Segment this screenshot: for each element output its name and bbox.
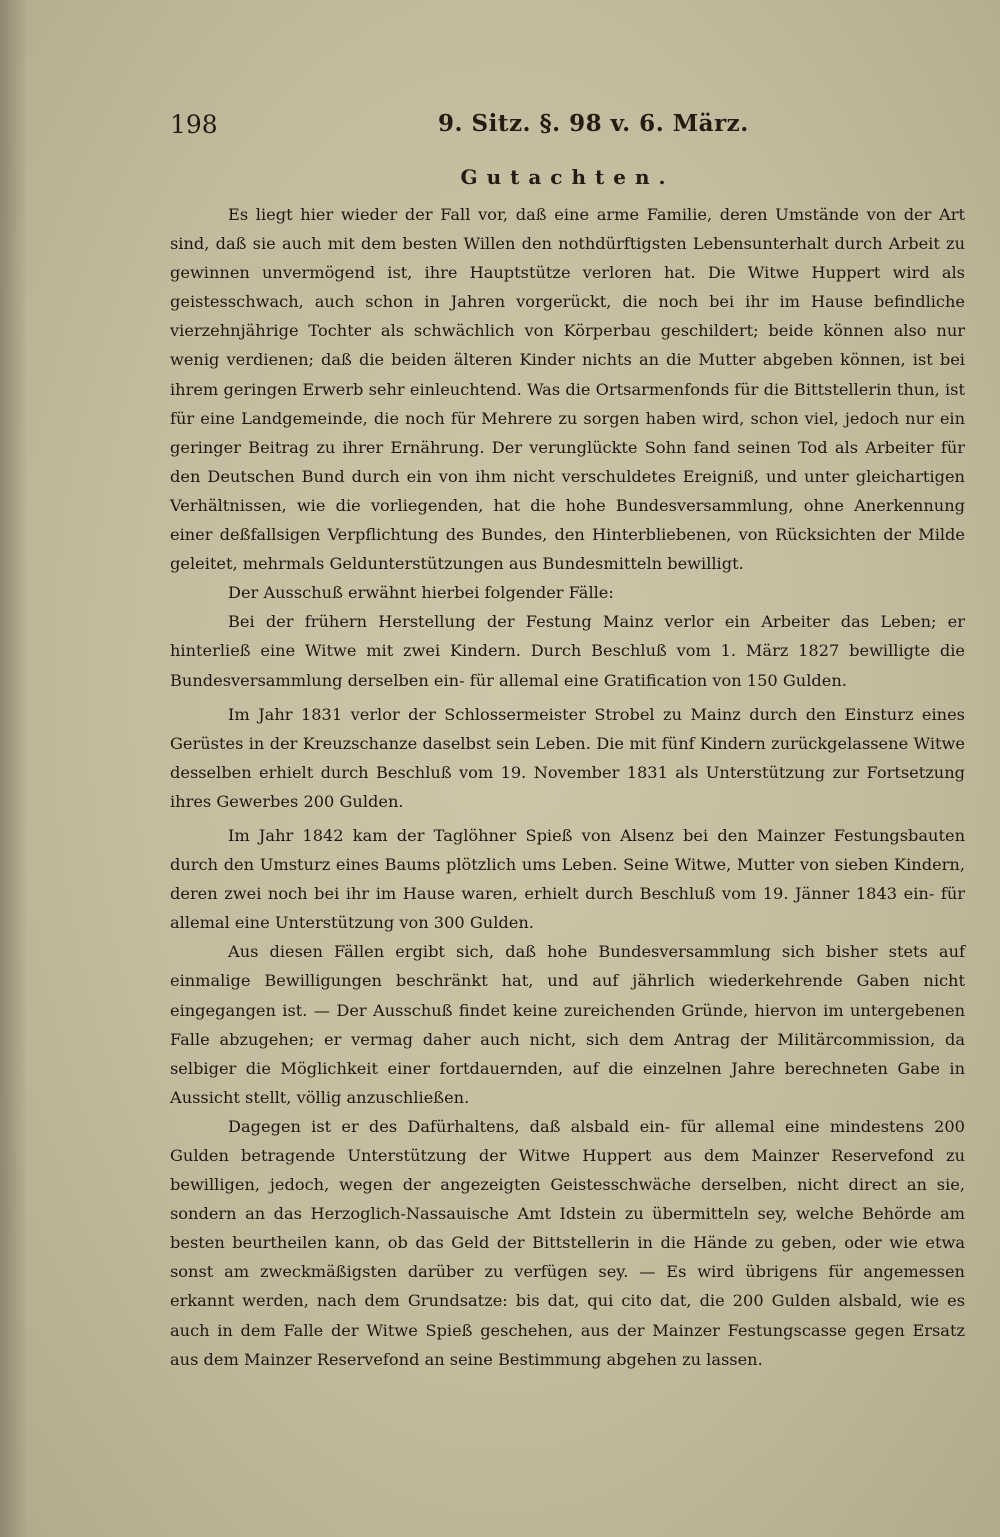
running-head-title: 9. Sitz. §. 98 v. 6. März. [438,110,749,137]
page-number: 198 [170,110,218,139]
paragraph: Aus diesen Fällen ergibt sich, daß hohe Bundesversammlung sich bisher stets auf einmalige Bewilligungen beschränkt hat, und auf jährlich wiederkehrende Gaben nicht eingegangen ist. — Der Ausschuß findet keine zureichenden Gründe, hiervon im untergebenen Falle abzugehen; er vermag daher auch nicht, sich dem Antrag der Militärcommission, da selbiger die Möglichkeit einer fortdauernden, auf die einzelnen Jahre berechneten Gabe in Aussicht stellt, völlig anzuschließen. [170,942,965,1107]
paragraph: Der Ausschuß erwähnt hierbei folgender Fälle: [228,583,614,603]
paragraph: Im Jahr 1842 kam der Taglöhner Spieß von Alsenz bei den Mainzer Festungsbauten durch den Umsturz eines Baums plötzlich ums Leben. Seine Witwe, Mutter von sieben Kindern, deren zwei noch bei ihr im Hause waren, erhielt durch Beschluß vom 19. Jänner 1843 ein- für allemal eine Unterstützung von 300 Gulden. [170,825,965,933]
body-text [170,200,965,1374]
section-title: Gutachten. [460,165,675,189]
paragraph: Es liegt hier wieder der Fall vor, daß eine arme Familie, deren Umstände von der Art sind, daß sie auch mit dem besten Willen den nothdürftigsten Lebensunterhalt durch Arbeit zu gewinnen unvermögend ist, ihre Hauptstütze verloren hat. Die Witwe Huppert wird als geistesschwach, auch schon in Jahren vorgerückt, die noch bei ihr im Hause befindliche vierzehnjährige Tochter als schwächlich von Körperbau geschildert; beide können also nur wenig verdienen; daß die beiden älteren Kinder nichts an die Mutter abgeben können, ist bei ihrem geringen Erwerb sehr einleuchtend. Was die Ortsarmenfonds für die Bittstellerin thun, ist für eine Landgemeinde, die noch für Mehrere zu sorgen haben wird, schon viel, jedoch nur ein geringer Beitrag zu ihrer Ernährung. Der verunglückte Sohn fand seinen Tod als Arbeiter für den Deutschen Bund durch ein von ihm nicht verschuldetes Ereigniß, und unter gleichartigen Verhältnissen, wie die vorliegenden, hat die hohe Bundesversammlung, ohne Anerkennung einer deßfallsigen Verpflichtung des Bundes, den Hinterbliebenen, von Rücksichten der Milde geleitet, mehrmals Geldunterstützungen aus Bundesmitteln bewilligt. [170,205,965,574]
paragraph: Bei der frühern Herstellung der Festung Mainz verlor ein Arbeiter das Leben; er hinterließ eine Witwe mit zwei Kindern. Durch Beschluß vom 1. März 1827 bewilligte die Bundesversammlung derselben ein- für allemal eine Gratification von 150 Gulden. [170,612,965,690]
paragraph: Dagegen ist er des Dafürhaltens, daß alsbald ein- für allemal eine mindestens 200 Gulden betragende Unterstützung der Witwe Huppert aus dem Mainzer Reservefond zu bewilligen, jedoch, wegen der angezeigten Geistesschwäche derselben, nicht direct an sie, sondern an das Herzoglich-Nassauische Amt Idstein zu übermitteln sey, welche Behörde am besten beurtheilen kann, ob das Geld der Bittstellerin in die Hände zu geben, oder wie etwa sonst am zweckmäßigsten darüber zu verfügen sey. — Es wird übrigens für angemessen erkannt werden, nach dem Grundsatze: bis dat, qui cito dat, die 200 Gulden alsbald, wie es auch in dem Falle der Witwe Spieß geschehen, aus der Mainzer Festungscasse gegen Ersatz aus dem Mainzer Reservefond an seine Bestimmung abgehen zu lassen. [170,1116,965,1369]
paragraph: Im Jahr 1831 verlor der Schlossermeister Strobel zu Mainz durch den Einsturz eines Gerüstes in der Kreuzschanze daselbst sein Leben. Die mit fünf Kindern zurückgelassene Witwe desselben erhielt durch Beschluß vom 19. November 1831 als Unterstützung zur Fortsetzung ihres Gewerbes 200 Gulden. [170,704,965,811]
page-gutter-shadow [0,0,28,1537]
